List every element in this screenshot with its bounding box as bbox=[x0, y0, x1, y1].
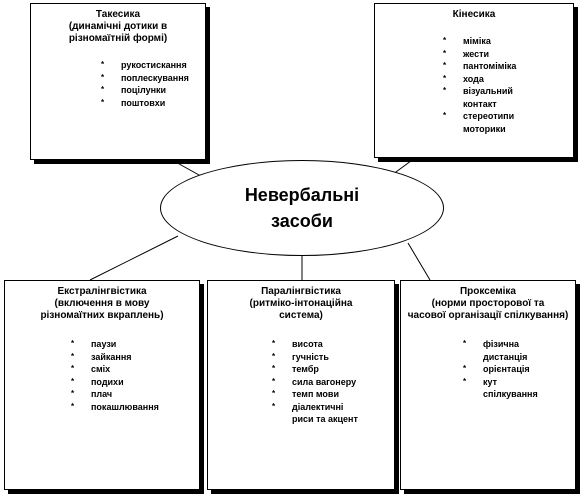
list-item bbox=[443, 60, 573, 73]
list-item-label: поцілунки bbox=[121, 85, 167, 95]
list-item bbox=[101, 59, 205, 72]
list-item-label: орієнтація bbox=[483, 364, 530, 374]
proksemika-list bbox=[463, 338, 575, 401]
bullet-icon: * bbox=[463, 376, 467, 386]
list-item-label: подихи bbox=[91, 376, 124, 387]
paralingvistyka-list bbox=[272, 338, 394, 426]
bullet-icon: * bbox=[443, 36, 447, 45]
list-item-label: візуальний контакт bbox=[463, 86, 513, 109]
list-item bbox=[71, 376, 199, 389]
list-item-label: висота bbox=[292, 339, 323, 349]
list-item bbox=[101, 72, 205, 85]
list-item-label: тембр bbox=[292, 364, 319, 374]
bullet-icon: * bbox=[443, 86, 447, 95]
list-item bbox=[272, 338, 394, 351]
list-item bbox=[101, 84, 205, 97]
list-item-label: поплескування bbox=[121, 72, 189, 83]
bullet-icon: * bbox=[443, 48, 447, 58]
list-item-label: діалектичні риси та акцент bbox=[292, 401, 358, 424]
connector-ekstra bbox=[90, 236, 178, 280]
list-item bbox=[443, 110, 573, 135]
list-item bbox=[463, 363, 575, 376]
bullet-icon: * bbox=[443, 111, 447, 120]
list-item bbox=[272, 376, 394, 389]
list-item-label: плач bbox=[91, 389, 113, 399]
bullet-icon: * bbox=[272, 376, 276, 386]
center-label: Невербальні засоби bbox=[244, 185, 360, 231]
list-item-label: пантоміміка bbox=[463, 61, 517, 71]
ekstralingvistyka-list bbox=[71, 338, 199, 413]
list-item bbox=[463, 376, 575, 401]
list-item bbox=[443, 85, 573, 110]
bullet-icon: * bbox=[463, 339, 467, 348]
bullet-icon: * bbox=[272, 351, 276, 361]
list-item bbox=[272, 401, 394, 426]
bullet-icon: * bbox=[101, 97, 105, 107]
bullet-icon: * bbox=[71, 401, 75, 411]
bullet-icon: * bbox=[71, 376, 75, 386]
bullet-icon: * bbox=[272, 364, 276, 373]
list-item bbox=[272, 351, 394, 364]
takesyka-box bbox=[30, 3, 206, 160]
bullet-icon: * bbox=[443, 61, 447, 70]
list-item bbox=[272, 363, 394, 376]
takesyka-title: Такесика (динамічні дотики в різномаїтній формі) bbox=[68, 9, 168, 44]
paralingvistyka-title: Паралінгвістика (ритміко-інтонаційна система) bbox=[249, 286, 353, 321]
list-item-label: фізична дистанція bbox=[483, 339, 528, 362]
list-item-label: рукостискання bbox=[121, 60, 187, 70]
ekstralingvistyka-title: Екстралінгвістика (включення в мову різномаїтних вкраплень) bbox=[40, 286, 164, 321]
ekstralingvistyka-box bbox=[4, 280, 200, 490]
proksemika-box bbox=[400, 280, 576, 490]
center-ellipse bbox=[160, 160, 444, 256]
proksemika-title: Проксеміка (норми просторової та часової організації спілкування) bbox=[407, 286, 569, 321]
list-item bbox=[463, 338, 575, 363]
bullet-icon: * bbox=[463, 364, 467, 373]
takesyka-list bbox=[101, 59, 205, 109]
kinesyka-list bbox=[443, 35, 573, 135]
bullet-icon: * bbox=[272, 339, 276, 348]
bullet-icon: * bbox=[71, 389, 75, 398]
bullet-icon: * bbox=[443, 73, 447, 83]
paralingvistyka-box bbox=[207, 280, 395, 490]
bullet-icon: * bbox=[71, 364, 75, 373]
list-item bbox=[443, 35, 573, 48]
list-item-label: сміх bbox=[91, 364, 111, 374]
list-item-label: зайкання bbox=[91, 351, 132, 362]
list-item-label: покашлювання bbox=[91, 401, 159, 412]
kinesyka-title: Кінесика bbox=[452, 9, 496, 20]
bullet-icon: * bbox=[71, 351, 75, 361]
list-item-label: темп мови bbox=[292, 389, 339, 399]
list-item-label: сила вагонеру bbox=[292, 376, 357, 387]
list-item bbox=[101, 97, 205, 110]
list-item-label: стереотипи моторики bbox=[463, 111, 515, 134]
list-item bbox=[443, 73, 573, 86]
list-item-label: поштовхи bbox=[121, 97, 166, 108]
list-item bbox=[71, 363, 199, 376]
bullet-icon: * bbox=[101, 72, 105, 82]
list-item bbox=[71, 401, 199, 414]
list-item bbox=[443, 48, 573, 61]
bullet-icon: * bbox=[272, 401, 276, 411]
kinesyka-box bbox=[374, 3, 574, 158]
list-item-label: жести bbox=[463, 48, 490, 59]
bullet-icon: * bbox=[101, 85, 105, 94]
bullet-icon: * bbox=[71, 339, 75, 348]
list-item-label: паузи bbox=[91, 339, 117, 349]
list-item bbox=[71, 338, 199, 351]
list-item bbox=[272, 388, 394, 401]
list-item bbox=[71, 351, 199, 364]
list-item-label: гучність bbox=[292, 351, 329, 362]
list-item-label: міміка bbox=[463, 36, 491, 46]
list-item bbox=[71, 388, 199, 401]
bullet-icon: * bbox=[272, 389, 276, 398]
list-item-label: кут спілкування bbox=[483, 376, 538, 399]
bullet-icon: * bbox=[101, 60, 105, 69]
connector-proks bbox=[408, 243, 430, 280]
list-item-label: хода bbox=[463, 73, 484, 84]
